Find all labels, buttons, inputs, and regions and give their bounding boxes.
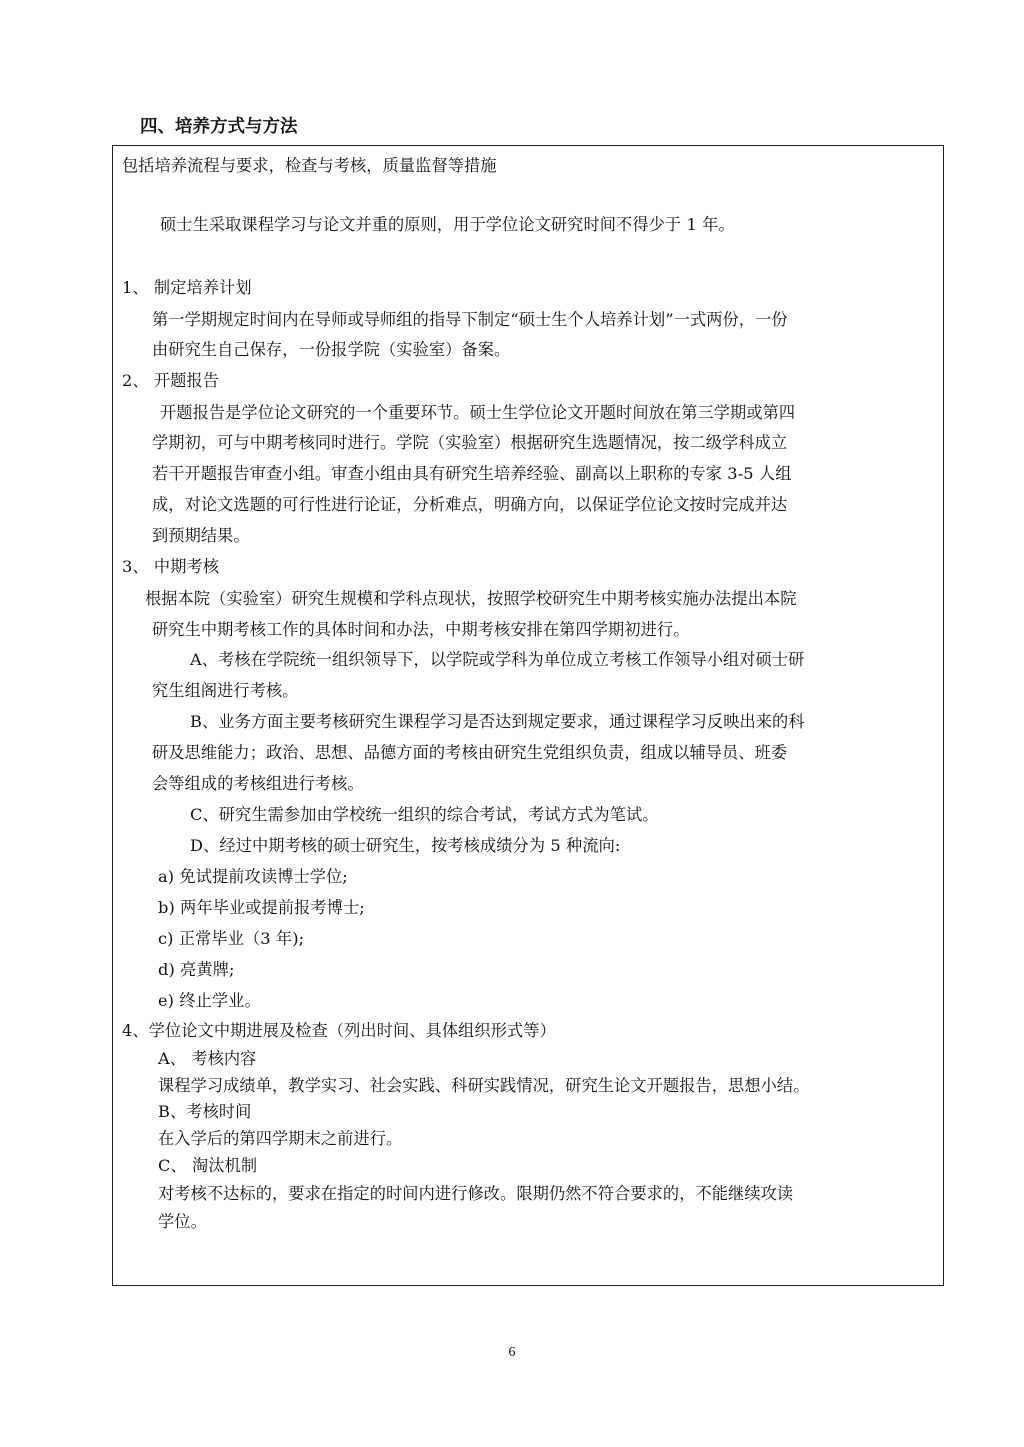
section-2-text: 若干开题报告审查小组。审查小组由具有研究生培养经验、副高以上职称的专家 3-5 人组 — [152, 464, 792, 483]
section-4-subtitle-a: A、 考核内容 — [158, 1049, 257, 1068]
outcome-item: a) 免试提前攻读博士学位; — [158, 867, 348, 886]
section-2-text: 开题报告是学位论文研究的一个重要环节。硕士生学位论文开题时间放在第三学期或第四 — [160, 403, 796, 422]
section-3-item-a: 究生组阁进行考核。 — [152, 681, 299, 700]
outcome-item: b) 两年毕业或提前报考博士; — [158, 898, 365, 917]
section-2-heading: 2、 开题报告 — [122, 371, 220, 390]
box-caption: 包括培养流程与要求，检查与考核，质量监督等措施 — [122, 156, 497, 175]
section-3-item-b: 会等组成的考核组进行考核。 — [152, 774, 364, 793]
section-1-text: 由研究生自己保存，一份报学院（实验室）备案。 — [152, 340, 511, 359]
page-number: 6 — [508, 1345, 516, 1360]
section-4-text-c: 学位。 — [158, 1212, 207, 1231]
section-4-text-b: 在入学后的第四学期末之前进行。 — [158, 1129, 403, 1148]
outcome-item: c) 正常毕业（3 年); — [158, 929, 305, 948]
section-4-text-c: 对考核不达标的，要求在指定的时间内进行修改。限期仍然不符合要求的，不能继续攻读 — [158, 1184, 794, 1203]
section-3-item-a: A、考核在学院统一组织领导下，以学院或学科为单位成立考核工作领导小组对硕士研 — [190, 650, 805, 669]
section-3-text: 根据本院（实验室）研究生规模和学科点现状，按照学校研究生中期考核实施办法提出本院 — [145, 589, 797, 608]
section-3-text: 研究生中期考核工作的具体时间和办法，中期考核安排在第四学期初进行。 — [152, 620, 690, 639]
section-1-heading: 1、 制定培养计划 — [122, 278, 252, 297]
section-title: 四、培养方式与方法 — [140, 117, 298, 137]
intro-paragraph: 硕士生采取课程学习与论文并重的原则，用于学位论文研究时间不得少于 1 年。 — [160, 215, 735, 234]
section-2-text: 学期初，可与中期考核同时进行。学院（实验室）根据研究生选题情况，按二级学科成立 — [152, 433, 788, 452]
section-4-subtitle-c: C、 淘汰机制 — [158, 1156, 258, 1175]
section-4-subtitle-b: B、考核时间 — [158, 1102, 252, 1121]
section-2-text: 到预期结果。 — [152, 526, 250, 545]
section-3-item-b: B、业务方面主要考核研究生课程学习是否达到规定要求，通过课程学习反映出来的科 — [190, 712, 805, 731]
outcome-item: d) 亮黄牌; — [158, 960, 235, 979]
section-3-item-c: C、研究生需参加由学校统一组织的综合考试，考试方式为笔试。 — [190, 805, 659, 824]
section-2-text: 成，对论文选题的可行性进行论证，分析难点，明确方向，以保证学位论文按时完成并达 — [152, 495, 788, 514]
section-3-heading: 3、 中期考核 — [122, 557, 220, 576]
section-4-heading: 4、学位论文中期进展及检查（列出时间、具体组织形式等） — [122, 1021, 556, 1040]
section-4-text-a: 课程学习成绩单，教学实习、社会实践、科研实践情况，研究生论文开题报告，思想小结。 — [158, 1076, 810, 1095]
section-1-text: 第一学期规定时间内在导师或导师组的指导下制定“硕士生个人培养计划”一式两份，一份 — [152, 310, 788, 329]
outcome-item: e) 终止学业。 — [158, 991, 261, 1010]
section-3-item-b: 研及思维能力；政治、思想、品德方面的考核由研究生党组织负责，组成以辅导员、班委 — [152, 743, 788, 762]
section-3-item-d: D、经过中期考核的硕士研究生，按考核成绩分为 5 种流向: — [190, 836, 621, 855]
